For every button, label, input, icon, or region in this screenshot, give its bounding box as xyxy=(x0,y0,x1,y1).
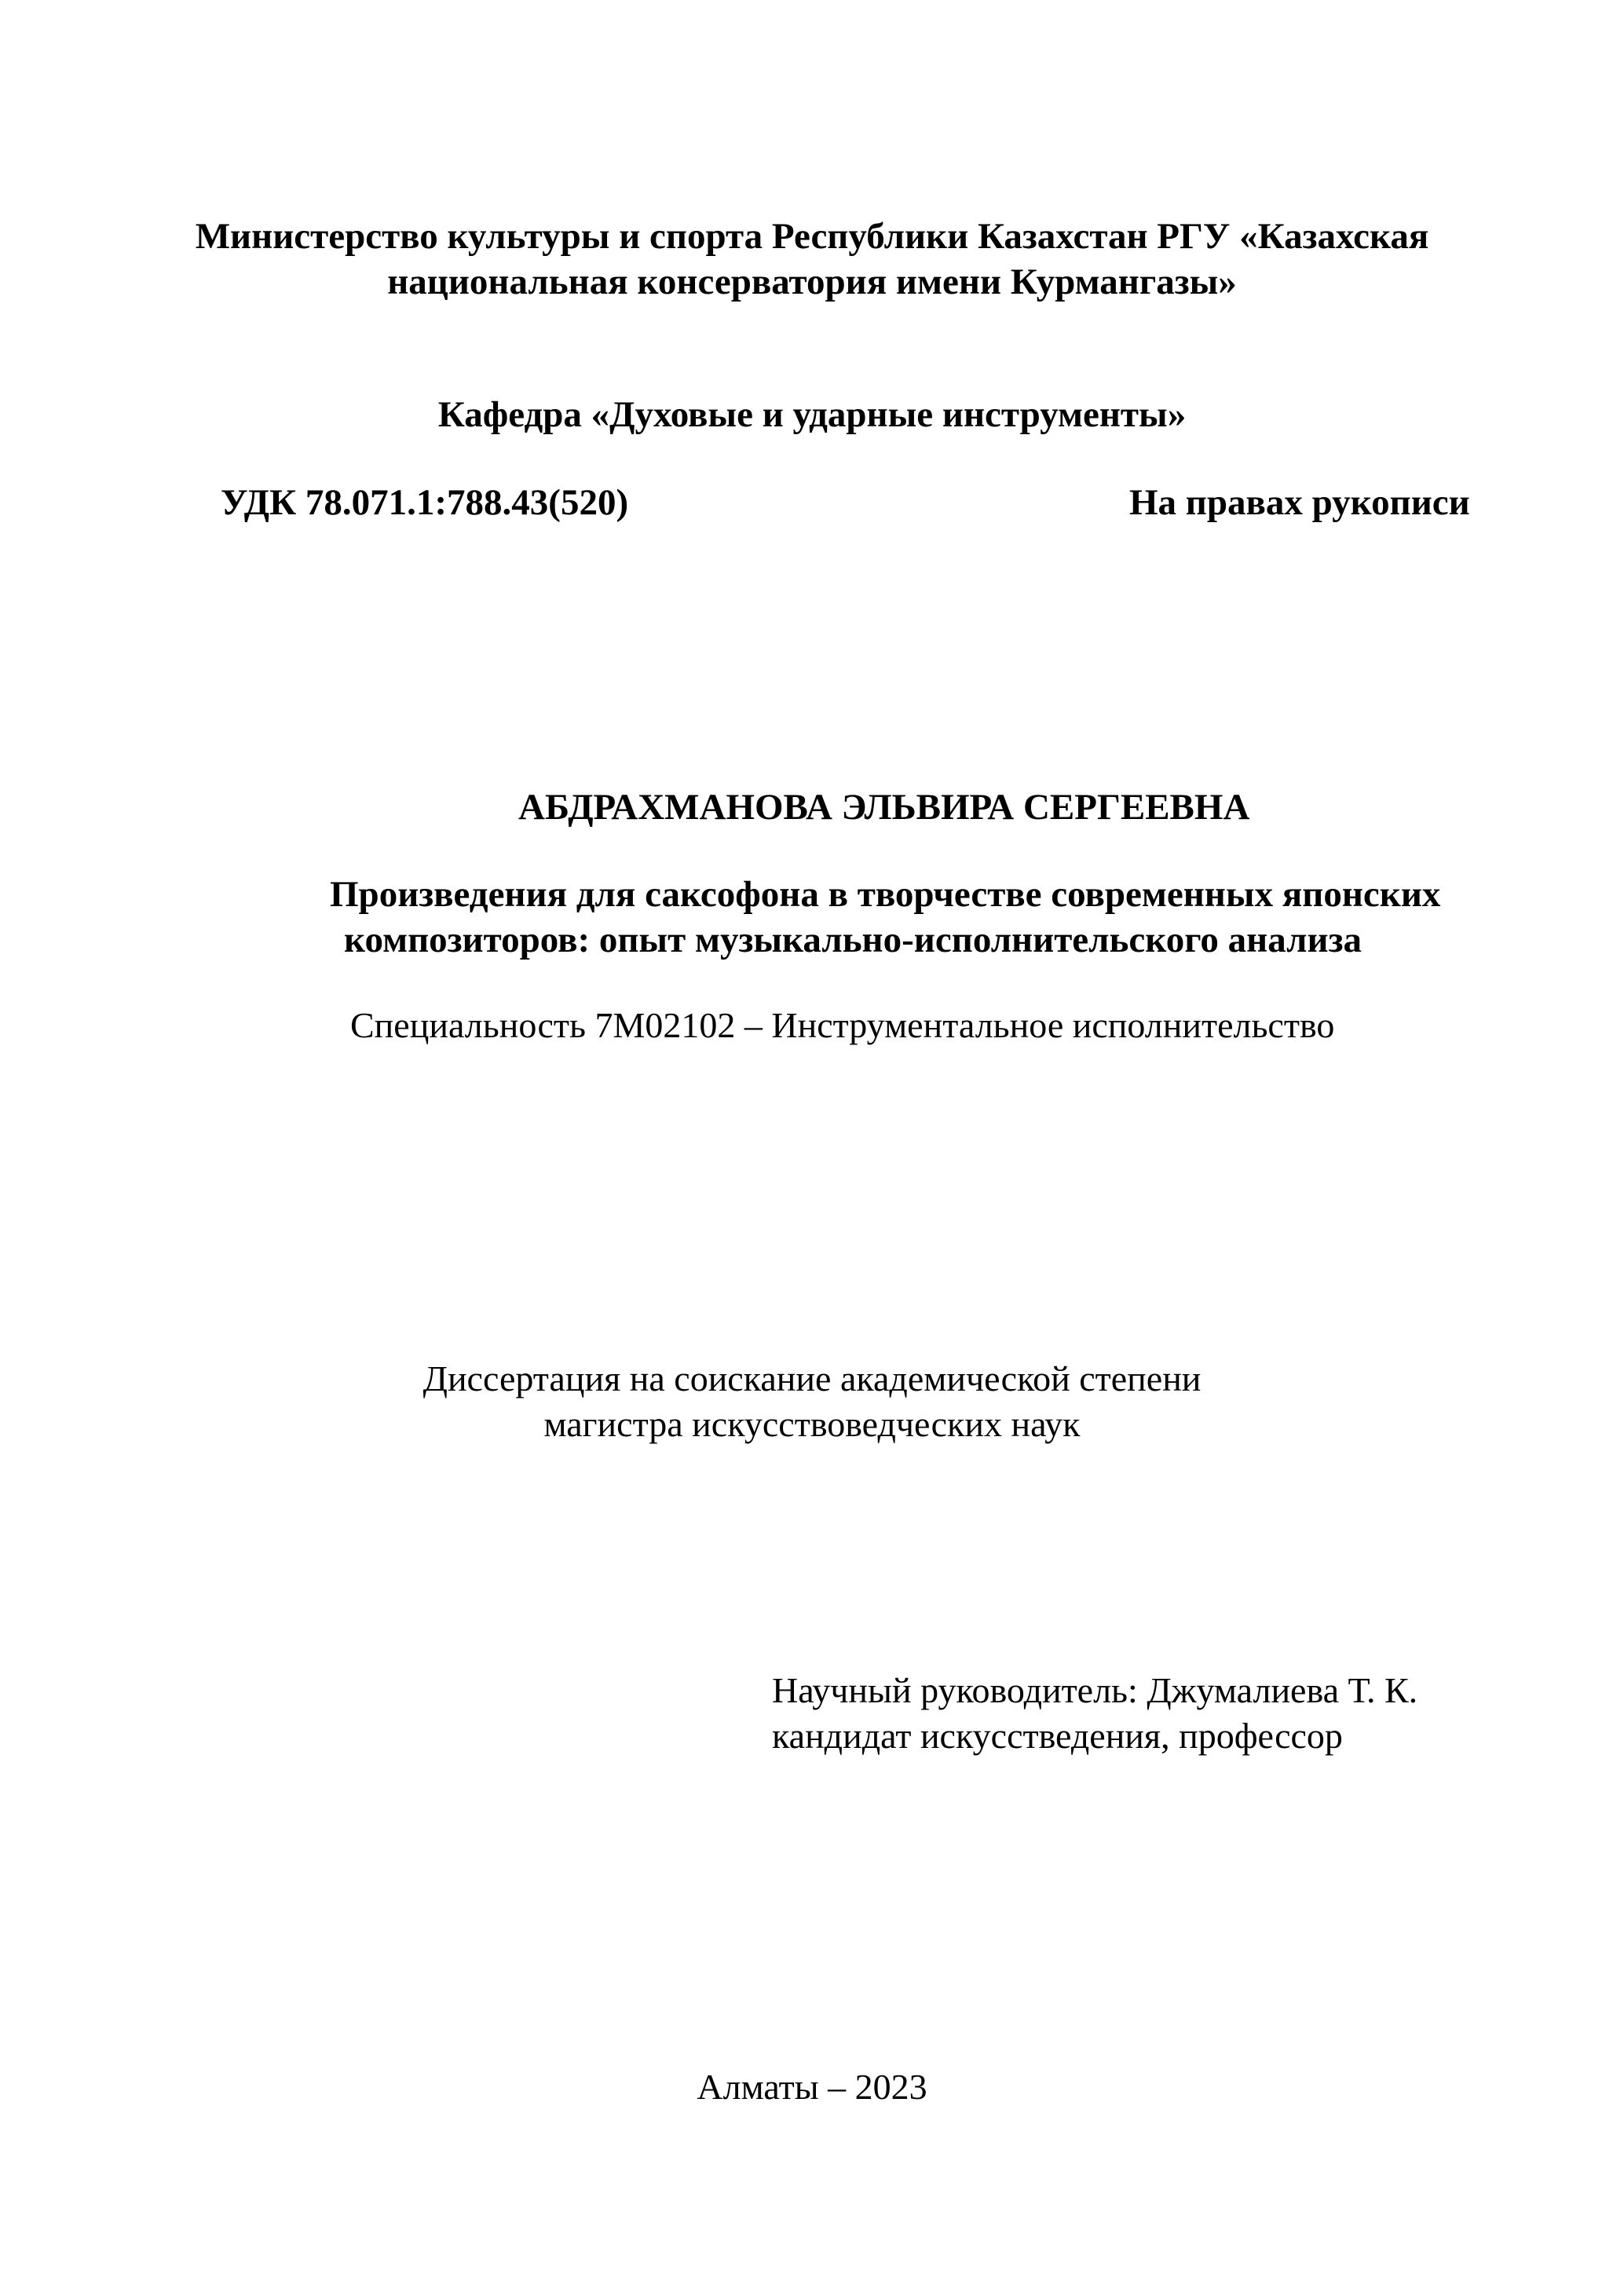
thesis-title-line-2: композиторов: опыт музыкально-исполнительского анализа xyxy=(344,919,1362,960)
ministry-heading-line-2: национальная консерватория имени Курмангазы» xyxy=(387,261,1237,302)
ministry-heading-line-1: Министерство культуры и спорта Республики Казахстан РГУ «Казахская xyxy=(195,216,1429,257)
department-heading: Кафедра «Духовые и ударные инструменты» xyxy=(437,394,1187,435)
specialty-line: Специальность 7М02102 – Инструментальное исполнительство xyxy=(350,1005,1335,1045)
author-name: АБДРАХМАНОВА ЭЛЬВИРА СЕРГЕЕВНА xyxy=(518,787,1250,828)
manuscript-rights-label: На правах рукописи xyxy=(1129,482,1470,523)
supervisor-line-2: кандидат искусстведения, профессор xyxy=(772,1716,1343,1756)
udk-code: УДК 78.071.1:788.43(520) xyxy=(221,482,629,523)
supervisor-line-1: Научный руководитель: Джумалиева Т. К. xyxy=(772,1670,1418,1710)
degree-line-1: Диссертация на соискание академической степени xyxy=(422,1358,1202,1398)
city-and-year: Алматы – 2023 xyxy=(697,2067,927,2107)
thesis-title-line-1: Произведения для саксофона в творчестве современных японских xyxy=(330,874,1441,915)
degree-line-2: магистра искусствоведческих наук xyxy=(543,1404,1081,1444)
